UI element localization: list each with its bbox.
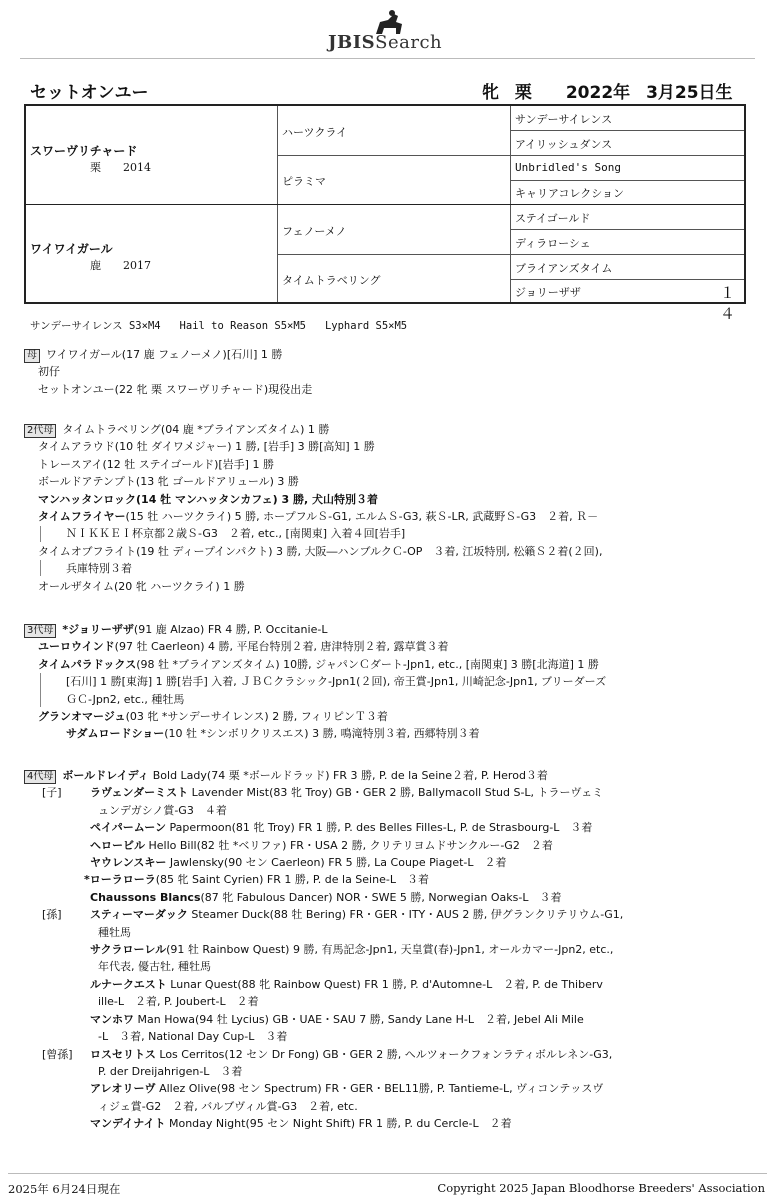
header-divider [20, 58, 755, 59]
as-of-date: 2025年 6月24日現在 [8, 1182, 121, 1196]
list-item: [孫] スティーマーダック Steamer Duck(88 牡 Bering) FR・GER・ITY・AUS 2 勝, 伊グランクリテリウム-G1, [24, 906, 754, 923]
sire-name: スワーヴリチャード [30, 144, 138, 158]
list-item: ヘロービル Hello Bill(82 牡 *ベリファ) FR・USA 2 勝, クリテリヨムドサンクルー-G2 ２着 [90, 838, 553, 852]
list-item: [石川] 1 勝[東海] 1 勝[岩手] 入着, ＪＢＣクラシック-Jpn1(２回), 帝王賞-Jpn1, 川崎記念-Jpn1, ブリーダーズ [66, 675, 607, 689]
list-item: ユーロウインド(97 牡 Caerleon) 4 勝, 平尾台特別２着, 唐津特別２着, 露草賞３着 [38, 640, 449, 654]
third-dam-name: *ジョリーザザ [62, 623, 134, 636]
list-item: ＧＣ-Jpn2, etc., 種牡馬 [66, 692, 185, 706]
list-item: マンハッタンロック(14 牡 マンハッタンカフェ) 3 勝, 犬山特別３着 [38, 492, 379, 506]
sire-cell[interactable] [30, 142, 151, 175]
list-item: オールザタイム(20 牝 ハーツクライ) 1 勝 [38, 579, 245, 593]
list-item: ルナークエスト Lunar Quest(88 牝 Rainbow Quest) FR 1 勝, P. d'Automne-L ２着, P. de Thiberv [90, 977, 603, 991]
fourth-dam-name: ボールドレイディ [62, 769, 149, 782]
g3-ancestor-3[interactable]: Unbridled's Song [515, 161, 621, 174]
list-item: [曾孫] ロスセリトス Los Cerritos(12 セン Dr Fong) GB・GER 2 勝, ヘルツォークフォンラティボルレネン-G3, [24, 1046, 754, 1063]
second-dam-head: タイムトラベリング(04 鹿 *ブライアンズタイム) 1 勝 [62, 423, 330, 436]
family-number: １４ [720, 284, 736, 323]
list-item: P. der Dreijahrigen-L ３着 [98, 1064, 243, 1078]
list-item: [子] ラヴェンダーミスト Lavender Mist(83 牝 Troy) GB・GER 2 勝, Ballymacoll Stud S-L, トラーヴェミ [24, 784, 754, 801]
dam-name: ワイワイガール [30, 242, 113, 256]
list-item: タイムフライヤー(15 牡 ハーツクライ) 5 勝, ホープフルＳ-G1, エルムＳ-G3, 萩Ｓ-LR, 武蔵野Ｓ-G3 ２着, Ｒ－ [38, 510, 599, 524]
fourth-dam-rest: Bold Lady(74 栗 *ボールドラッド) FR 3 勝, P. de la Seine２着, P. Herod３着 [152, 769, 548, 782]
third-dam-badge: 3代母 [24, 624, 56, 638]
dam-dam[interactable]: タイムトラベリング [282, 274, 381, 287]
list-item: -L ３着, National Day Cup-L ３着 [98, 1030, 288, 1044]
dam-cell[interactable] [30, 240, 151, 273]
list-item: ＮＩＫＫＥＩ杯京都２歳Ｓ-G3 ２着, etc., [南関東] 入着４回[岩手] [66, 527, 406, 541]
horse-title-row [30, 78, 745, 102]
copyright: Copyright 2025 Japan Bloodhorse Breeders' Association [437, 1181, 765, 1195]
grandchild-label: [孫] [42, 908, 62, 922]
list-item: 種牡馬 [98, 925, 131, 939]
list-item: ボールドアテンプト(13 牝 ゴールドアリュール) 3 勝 [38, 475, 299, 489]
dam-sire[interactable]: フェノーメノ [282, 225, 347, 238]
dam-section [24, 346, 754, 398]
jbis-search-logo[interactable] [328, 8, 468, 56]
pedigree-table [24, 104, 746, 323]
list-item: サクラローレル(91 牡 Rainbow Quest) 9 勝, 有馬記念-Jpn1, 天皇賞(春)-Jpn1, オールカマー-Jpn2, etc., [90, 943, 614, 957]
logo-text: JBISSearch [328, 32, 443, 53]
list-item: タイムアラウド(10 牡 ダイワメジャー) 1 勝, [岩手] 3 勝[高知] 1 勝 [38, 440, 375, 454]
g3-ancestor-1[interactable]: サンデーサイレンス [515, 113, 613, 126]
horse-color: 栗 [514, 83, 532, 103]
inbreeding-line: サンデーサイレンス S3×M4 Hail to Reason S5×M5 Lyphard S5×M5 [30, 320, 408, 332]
g3-ancestor-7[interactable]: ブライアンズタイム [515, 262, 613, 275]
dam-note: 初仔 [38, 365, 60, 379]
sire-sire[interactable]: ハーツクライ [282, 126, 348, 139]
list-item: タイムオブフライト(19 牡 ディープインパクト) 3 勝, 大阪―ハンブルクＣ-OP ３着, 江坂特別, 松籟Ｓ２着(２回), [38, 544, 603, 558]
list-item: ュンデガシノ賞-G3 ４着 [98, 803, 227, 817]
dam-badge: 母 [24, 349, 40, 363]
second-dam-section [24, 421, 754, 595]
list-item: 兵庫特別３着 [66, 562, 132, 576]
dam-info: 鹿 2017 [90, 259, 151, 272]
list-item: マンデイナイト Monday Night(95 セン Night Shift) FR 1 勝, P. du Cercle-L ２着 [90, 1117, 512, 1131]
g3-ancestor-4[interactable]: キャリアコレクション [515, 187, 625, 200]
footer-divider [8, 1173, 767, 1174]
fourth-dam-badge: 4代母 [24, 770, 56, 784]
fourth-dam-section [24, 767, 754, 1133]
list-item: グランオマージュ(03 牝 *サンデーサイレンス) 2 勝, フィリピンＴ３着 [38, 710, 388, 724]
dam-foal: セットオンユー(22 牝 栗 スワーヴリチャード)現役出走 [38, 382, 313, 396]
third-dam-section [24, 621, 754, 743]
second-dam-badge: 2代母 [24, 424, 56, 438]
g3-ancestor-2[interactable]: アイリッシュダンス [515, 138, 613, 151]
list-item: *ローラローラ(85 牝 Saint Cyrien) FR 1 勝, P. de la Seine-L ３着 [84, 873, 429, 887]
great-grandchild-label: [曾孫] [42, 1047, 73, 1061]
third-dam-rest: (91 鹿 Alzao) FR 4 勝, P. Occitanie-L [133, 623, 328, 636]
list-item: ille-L ２着, P. Joubert-L ２着 [98, 995, 259, 1009]
horse-meta [482, 78, 733, 103]
g3-ancestor-6[interactable]: ディラローシェ [515, 237, 591, 250]
horse-birth: 2022年 3月25日生 [565, 83, 733, 103]
sire-info: 栗 2014 [90, 161, 151, 174]
g3-ancestor-5[interactable]: ステイゴールド [515, 212, 591, 225]
list-item: Chaussons Blancs(87 牝 Fabulous Dancer) NOR・SWE 5 勝, Norwegian Oaks-L ３着 [90, 890, 562, 904]
list-item: マンホワ Man Howa(94 牡 Lycius) GB・UAE・SAU 7 勝, Sandy Lane H-L ２着, Jebel Ali Mile [90, 1012, 584, 1026]
list-item: ヤウレンスキー Jawlensky(90 セン Caerleon) FR 5 勝, La Coupe Piaget-L ２着 [90, 856, 507, 870]
list-item: 年代表, 優古牡, 種牡馬 [98, 960, 211, 974]
horse-sex: 牝 [482, 83, 499, 103]
g3-ancestor-8[interactable]: ジョリーザザ [515, 286, 581, 299]
sire-dam[interactable]: ピラミマ [282, 175, 326, 188]
list-item: ィジェ賞-G2 ２着, バルブヴィル賞-G3 ２着, etc. [98, 1099, 358, 1113]
horse-name: セットオンユー [30, 83, 149, 103]
list-item: サダムロードショー(10 牡 *シンボリクリスエス) 3 勝, 鳴滝特別３着, 西郷特別３着 [66, 727, 480, 741]
list-item: ペイパームーン Papermoon(81 牝 Troy) FR 1 勝, P. des Belles Filles-L, P. de Strasbourg-L ３着 [90, 821, 593, 835]
list-item: トレースアイ(12 牡 ステイゴールド)[岩手] 1 勝 [38, 457, 274, 471]
list-item: アレオリーヴ Allez Olive(98 セン Spectrum) FR・GER・BEL11勝, P. Tantieme-L, ヴィコンテッスヴ [90, 1082, 604, 1096]
dam-line: ワイワイガール(17 鹿 フェノーメノ)[石川] 1 勝 [46, 348, 283, 361]
offspring-label: [子] [42, 786, 62, 800]
list-item: タイムパラドックス(98 牡 *ブライアンズタイム) 10勝, ジャパンＣダート-Jpn1, etc., [南関東] 3 勝[北海道] 1 勝 [38, 657, 599, 671]
